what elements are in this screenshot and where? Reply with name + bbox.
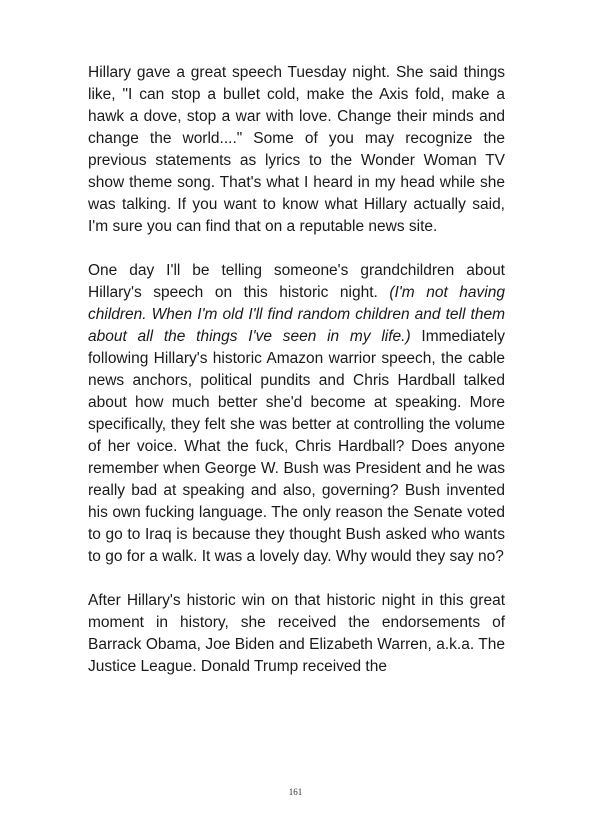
page-body: [88, 62, 505, 678]
paragraph-endorsements: After Hillary's historic win on that historic night in this great moment in history, she received the endorsements of Barrack Obama, Joe Biden and Elizabeth Warren, a.k.a. The Justice League. Donald Trump received the: [88, 592, 505, 675]
paragraph-grandchildren-start: One day I'll be telling someone's grandchildren about Hillary's speech on this historic night.: [88, 262, 505, 301]
page-number: 161: [288, 787, 303, 797]
paragraph-grandchildren: [88, 260, 505, 568]
paragraph-speech: Hillary gave a great speech Tuesday night. She said things like, "I can stop a bullet cold, make the Axis fold, make a hawk a dove, stop a war with love. Change their minds and change the world...." Some of you may recognize the previous statements as lyrics to the Wonder Woman TV show theme song. That's what I heard in my head while she was talking. If you want to know what Hillary actually said, I'm sure you can find that on a reputable news site.: [88, 64, 505, 235]
paragraph-grandchildren-end: Immediately following Hillary's historic Amazon warrior speech, the cable news anchors, political pundits and Chris Hardball talked about how much better she'd become at speaking. More specifically, they felt she was better at controlling the volume of her voice. What the fuck, Chris Hardball? Does anyone remember when George W. Bush was President and he was really bad at speaking and also, governing? Bush invented his own fucking language. The only reason the Senate voted to go to Iraq is because they thought Bush asked who wants to go for a walk. It was a lovely day. Why would they say no?: [88, 328, 505, 565]
paragraph-grandchildren-aside: (I'm not having children. When I'm old I'll find random children and tell them about all the things I've seen in my life.): [88, 284, 505, 345]
